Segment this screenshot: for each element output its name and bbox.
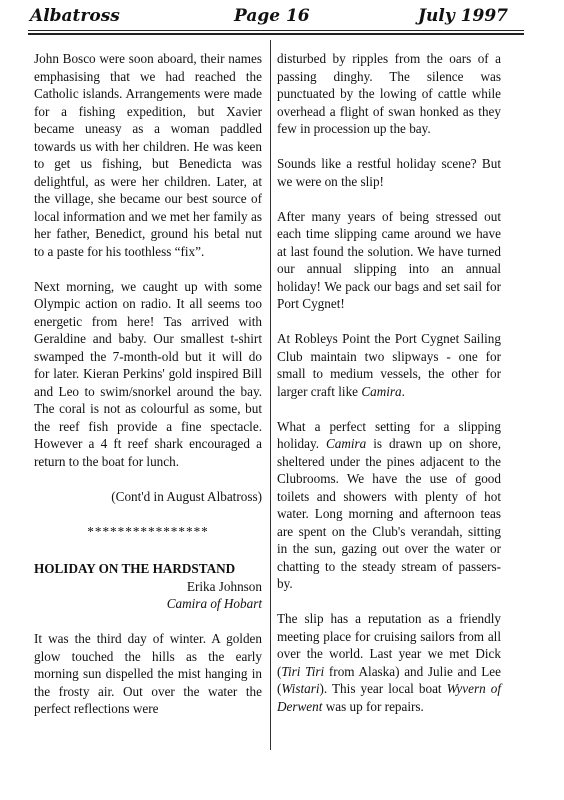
left-column	[34, 50, 262, 735]
paragraph	[277, 330, 501, 400]
text-run: from Alaska) and Julie and Lee (	[277, 663, 502, 696]
text-run: is drawn up on shore, sheltered under the pines adjacent to the Clubrooms. We have the use of good toilets and showers with plenty of hot water. Long morning and afternoon teas are spent on the Club's verandah, sitting in the sun, gazing out over the water or chatting to the steady stream of passers-by.	[277, 436, 501, 591]
text-run: The slip has a reputation as a friendly meeting place for cruising sailors from all over the world. Last year we met Dick (	[277, 611, 501, 679]
article-heading: HOLIDAY ON THE HARDSTAND	[34, 561, 236, 576]
article-author: Erika Johnson	[186, 578, 262, 594]
boat-name: Wistari	[281, 681, 320, 696]
paragraph: Sounds like a restful holiday scene? But we were on the slip!	[277, 156, 501, 189]
article-boat: Camira of Hobart	[166, 596, 262, 611]
paragraph: disturbed by ripples from the oars of a passing dinghy. The silence was punctuated by the lowing of cattle while overhead a flight of swan honked as they few in procession up the bay.	[277, 51, 501, 136]
paragraph: After many years of being stressed out each time slipping came around we have at last found the solution. We have turned our annual slipping into an annual holiday! We pack our bags and set sail for Port Cygnet!	[277, 208, 501, 311]
paragraph: John Bosco were soon aboard, their names emphasising that we had reached the Catholic islands. Arrangements were made for a fishing expedition, but Xavier became uneasy as a woman paddled towards us with her children. He was keen to get us fishing, but Benedicta was delightful, as were her children. Later, at the village, she became our best source of local information and we met her family as her father, Benedict, ground his betal nut to a paste for his toothless “fix”.	[34, 51, 262, 259]
boat-name: Tiri Tiri	[281, 663, 325, 679]
paragraph: Next morning, we caught up with some Olympic action on radio. It all seems too energetic from here! Tas arrived with Geraldine and baby. Our smallest t-shirt swamped the 7-month-old but it will do for later. Kieran Perkins' gold inspired Bill and Leo to swim/snorkel around the bay. The coral is not as colourful as some, but the reef fish provide a fine spectacle. However a 4 ft reef shark encouraged a return to the boat for lunch.	[34, 278, 262, 469]
page-number: Page 16	[234, 6, 310, 26]
right-column	[277, 50, 501, 733]
issue-date: July 1997	[418, 6, 508, 26]
paragraph: It was the third day of winter. A golden glow touched the hills as the early morning sun dispelled the mist hanging in the frosty air. Out over the water the perfect reflections were	[34, 631, 262, 716]
masthead-title: Albatross	[30, 6, 120, 26]
boat-name: Camira	[361, 383, 402, 399]
text-run: At Robleys Point the Port Cygnet Sailing Club maintain two slipways - one for small to medium vessels, the other for larger craft like	[277, 331, 501, 399]
column-divider	[270, 40, 271, 750]
boat-name: Camira	[325, 436, 367, 451]
text-run: What a perfect setting for a slipping holiday.	[277, 418, 501, 451]
continuation-note: (Cont'd in August Albatross)	[111, 488, 262, 504]
text-run: was up for repairs.	[322, 698, 424, 714]
paragraph	[277, 610, 501, 715]
header-rule-thick	[28, 33, 524, 35]
text-run: .	[401, 383, 405, 399]
text-run: ). This year local boat	[319, 681, 447, 696]
header-rule	[28, 30, 524, 31]
paragraph	[277, 418, 501, 593]
section-separator: ****************	[87, 523, 209, 539]
boat-name: Wyvern of Derwent	[277, 681, 501, 714]
